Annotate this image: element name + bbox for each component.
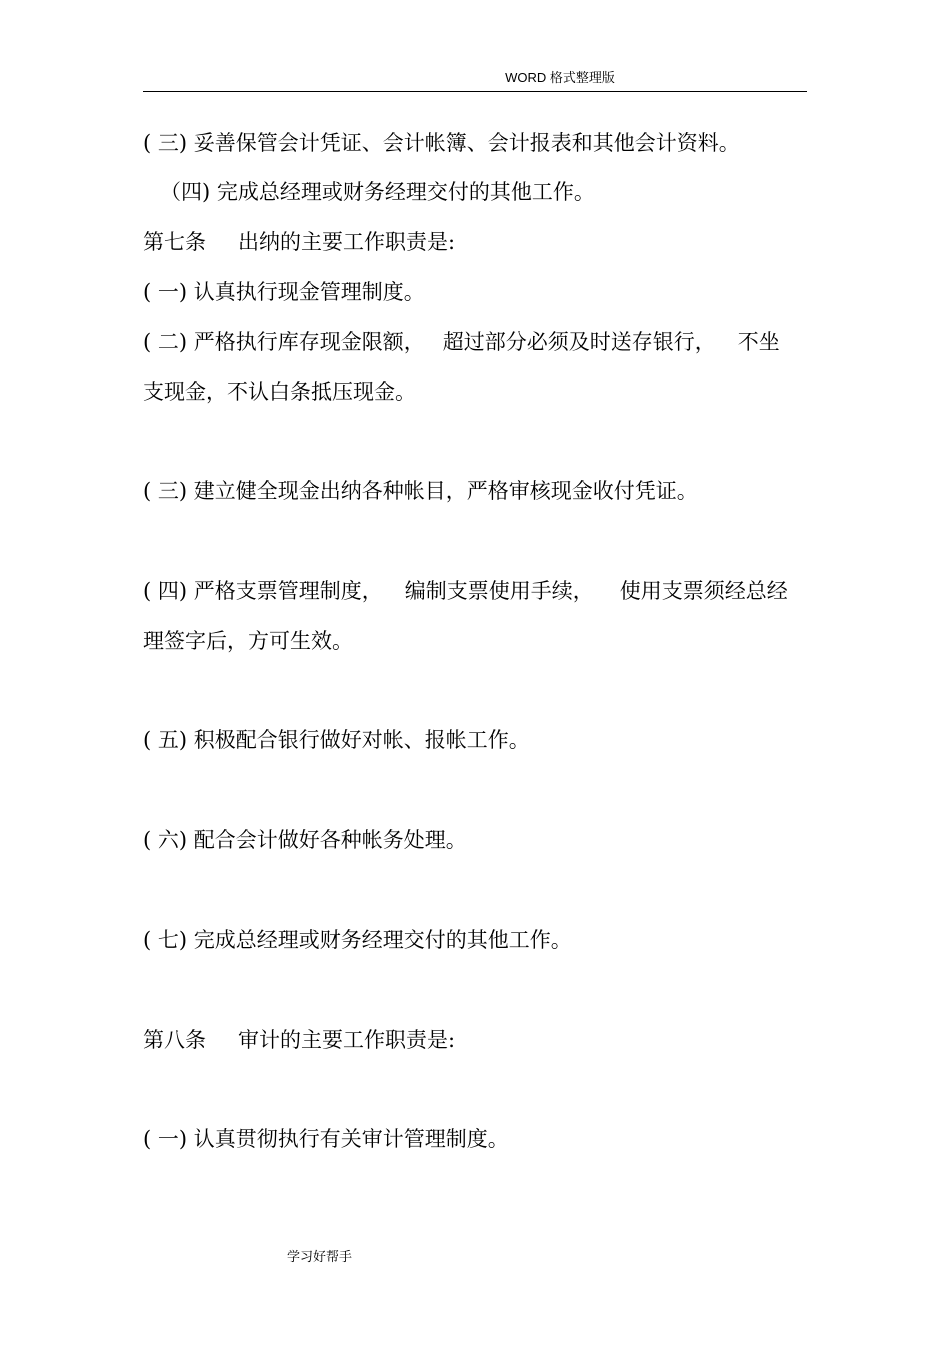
page-footer: 学习好帮手: [287, 1250, 353, 1265]
article-heading: [143, 227, 807, 257]
line-text: ( 五) 积极配合银行做好对帐、报帐工作。: [143, 728, 530, 752]
header-divider: [143, 91, 807, 92]
line-text: 理签字后，方可生效。: [143, 629, 353, 653]
line-text: ( 二) 严格执行库存现金限额，: [143, 330, 425, 354]
article-number: 第八条: [143, 1028, 206, 1052]
paragraph-line: [160, 177, 824, 207]
paragraph-line: [143, 377, 807, 407]
paragraph-line: [143, 925, 807, 955]
page-header: WORD 格式整理版: [505, 70, 615, 85]
line-text: ( 三) 妥善保管会计凭证、会计帐簿、会计报表和其他会计资料。: [143, 131, 740, 155]
paragraph-line: [143, 128, 807, 158]
article-heading: [143, 1025, 807, 1055]
article-number: 第七条: [143, 230, 206, 254]
paragraph-line: [143, 277, 807, 307]
line-text: ( 六) 配合会计做好各种帐务处理。: [143, 828, 467, 852]
line-text: 编制支票使用手续，: [404, 579, 594, 603]
paragraph-line: [143, 576, 807, 606]
paragraph-line: [143, 476, 807, 506]
paragraph-line: [143, 626, 807, 656]
line-text: ( 七) 完成总经理或财务经理交付的其他工作。: [143, 928, 572, 952]
line-text: （四) 完成总经理或财务经理交付的其他工作。: [160, 180, 595, 204]
line-text: ( 三) 建立健全现金出纳各种帐目，严格审核现金收付凭证。: [143, 479, 698, 503]
line-text: ( 一) 认真执行现金管理制度。: [143, 280, 425, 304]
line-text: 使用支票须经总经: [619, 579, 788, 603]
paragraph-line: [143, 825, 807, 855]
line-text: 不坐: [737, 330, 780, 354]
article-title: 审计的主要工作职责是:: [238, 1028, 456, 1052]
paragraph-line: [143, 725, 807, 755]
line-text: ( 四) 严格支票管理制度，: [143, 579, 383, 603]
paragraph-line: [143, 327, 807, 357]
line-text: 支现金，不认白条抵压现金。: [143, 380, 416, 404]
paragraph-line: [143, 1124, 807, 1154]
article-title: 出纳的主要工作职责是:: [238, 230, 456, 254]
line-text: ( 一) 认真贯彻执行有关审计管理制度。: [143, 1127, 509, 1151]
line-text: 超过部分必须及时送存银行，: [442, 330, 716, 354]
